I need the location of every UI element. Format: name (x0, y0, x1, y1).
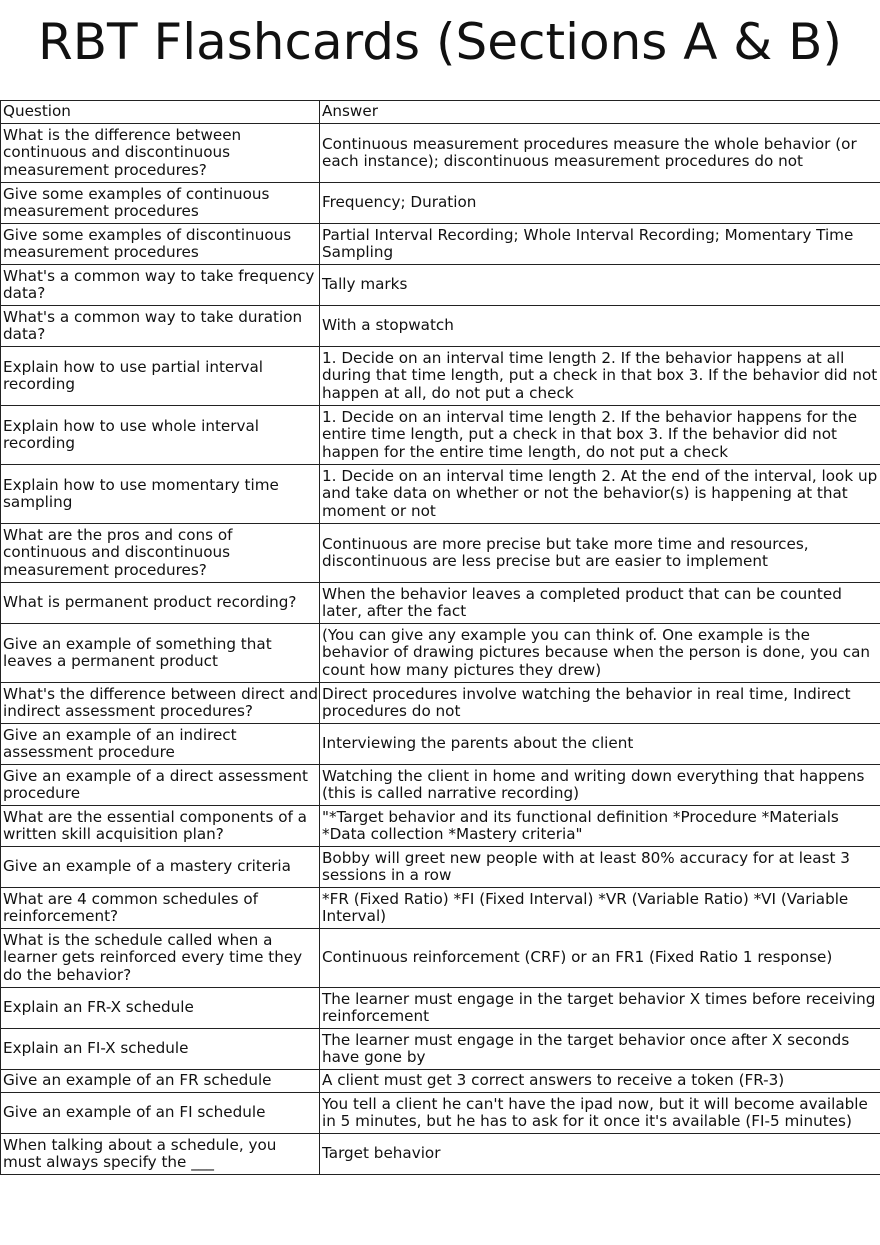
table-row (1, 306, 880, 347)
question-cell: Give an example of an FR schedule (1, 1070, 320, 1093)
question-cell: What is the difference between continuous and discontinuous measurement procedures? (1, 124, 320, 183)
question-cell: Give an example of a mastery criteria (1, 847, 320, 888)
answer-cell: 1. Decide on an interval time length 2. At the end of the interval, look up and take data on whether or not the behavior(s) is happening at that moment or not (320, 465, 880, 524)
page-title: RBT Flashcards (Sections A & B) (37, 13, 842, 71)
answer-cell: *FR (Fixed Ratio) *FI (Fixed Interval) *VR (Variable Ratio) *VI (Variable Interval) (320, 888, 880, 929)
question-cell: Explain an FI-X schedule (1, 1029, 320, 1070)
answer-cell: 1. Decide on an interval time length 2. If the behavior happens for the entire time length, put a check in that box 3. If the behavior did not happen for the entire time length, do not put a check (320, 406, 880, 465)
question-cell: Explain how to use whole interval recording (1, 406, 320, 465)
question-cell: Give an example of a direct assessment procedure (1, 765, 320, 806)
question-cell: Give some examples of continuous measurement procedures (1, 183, 320, 224)
answer-column-header: Answer (320, 101, 880, 124)
table-row (1, 929, 880, 988)
table-row (1, 124, 880, 183)
answer-cell: Frequency; Duration (320, 183, 880, 224)
question-cell: Explain how to use momentary time sampling (1, 465, 320, 524)
question-cell: Give some examples of discontinuous measurement procedures (1, 224, 320, 265)
answer-cell: Continuous are more precise but take more time and resources, discontinuous are less precise but are easier to implement (320, 524, 880, 583)
answer-cell: Interviewing the parents about the client (320, 724, 880, 765)
flashcard-table (0, 100, 880, 1175)
question-cell: What are the pros and cons of continuous and discontinuous measurement procedures? (1, 524, 320, 583)
table-row (1, 724, 880, 765)
table-row (1, 1093, 880, 1134)
question-cell: Explain how to use partial interval recording (1, 347, 320, 406)
answer-cell: "*Target behavior and its functional definition *Procedure *Materials *Data collection *Mastery criteria" (320, 806, 880, 847)
answer-cell: With a stopwatch (320, 306, 880, 347)
table-row (1, 1029, 880, 1070)
table-row (1, 765, 880, 806)
answer-cell: Target behavior (320, 1134, 880, 1175)
table-row (1, 624, 880, 683)
table-row (1, 1070, 880, 1093)
question-cell: Explain an FR-X schedule (1, 988, 320, 1029)
table-row (1, 988, 880, 1029)
question-cell: Give an example of an indirect assessment procedure (1, 724, 320, 765)
table-row (1, 224, 880, 265)
header-row (1, 101, 880, 124)
table-row (1, 847, 880, 888)
table-row (1, 183, 880, 224)
question-column-header: Question (1, 101, 320, 124)
answer-cell: When the behavior leaves a completed product that can be counted later, after the fact (320, 583, 880, 624)
table-row (1, 465, 880, 524)
question-cell: What is permanent product recording? (1, 583, 320, 624)
answer-cell: Watching the client in home and writing down everything that happens (this is called narrative recording) (320, 765, 880, 806)
answer-cell: The learner must engage in the target behavior once after X seconds have gone by (320, 1029, 880, 1070)
table-row (1, 1134, 880, 1175)
table-row (1, 406, 880, 465)
answer-cell: (You can give any example you can think of. One example is the behavior of drawing pictures because when the person is done, you can count how many pictures they drew) (320, 624, 880, 683)
table-row (1, 806, 880, 847)
question-cell: Give an example of an FI schedule (1, 1093, 320, 1134)
answer-cell: Bobby will greet new people with at least 80% accuracy for at least 3 sessions in a row (320, 847, 880, 888)
answer-cell: Continuous reinforcement (CRF) or an FR1 (Fixed Ratio 1 response) (320, 929, 880, 988)
question-cell: When talking about a schedule, you must always specify the ___ (1, 1134, 320, 1175)
question-cell: What's the difference between direct and indirect assessment procedures? (1, 683, 320, 724)
question-cell: Give an example of something that leaves a permanent product (1, 624, 320, 683)
answer-cell: Tally marks (320, 265, 880, 306)
table-row (1, 524, 880, 583)
question-cell: What are the essential components of a written skill acquisition plan? (1, 806, 320, 847)
question-cell: What is the schedule called when a learner gets reinforced every time they do the behavior? (1, 929, 320, 988)
question-cell: What's a common way to take duration data? (1, 306, 320, 347)
table-row (1, 347, 880, 406)
table-row (1, 583, 880, 624)
answer-cell: Partial Interval Recording; Whole Interval Recording; Momentary Time Sampling (320, 224, 880, 265)
answer-cell: A client must get 3 correct answers to receive a token (FR-3) (320, 1070, 880, 1093)
table-row (1, 888, 880, 929)
answer-cell: Direct procedures involve watching the behavior in real time, Indirect procedures do not (320, 683, 880, 724)
answer-cell: 1. Decide on an interval time length 2. If the behavior happens at all during that time length, put a check in that box 3. If the behavior did not happen at all, do not put a check (320, 347, 880, 406)
table-row (1, 683, 880, 724)
answer-cell: You tell a client he can't have the ipad now, but it will become available in 5 minutes, but he has to ask for it once it's available (FI-5 minutes) (320, 1093, 880, 1134)
table-row (1, 265, 880, 306)
answer-cell: The learner must engage in the target behavior X times before receiving reinforcement (320, 988, 880, 1029)
answer-cell: Continuous measurement procedures measure the whole behavior (or each instance); discontinuous measurement procedures do not (320, 124, 880, 183)
question-cell: What are 4 common schedules of reinforcement? (1, 888, 320, 929)
question-cell: What's a common way to take frequency data? (1, 265, 320, 306)
